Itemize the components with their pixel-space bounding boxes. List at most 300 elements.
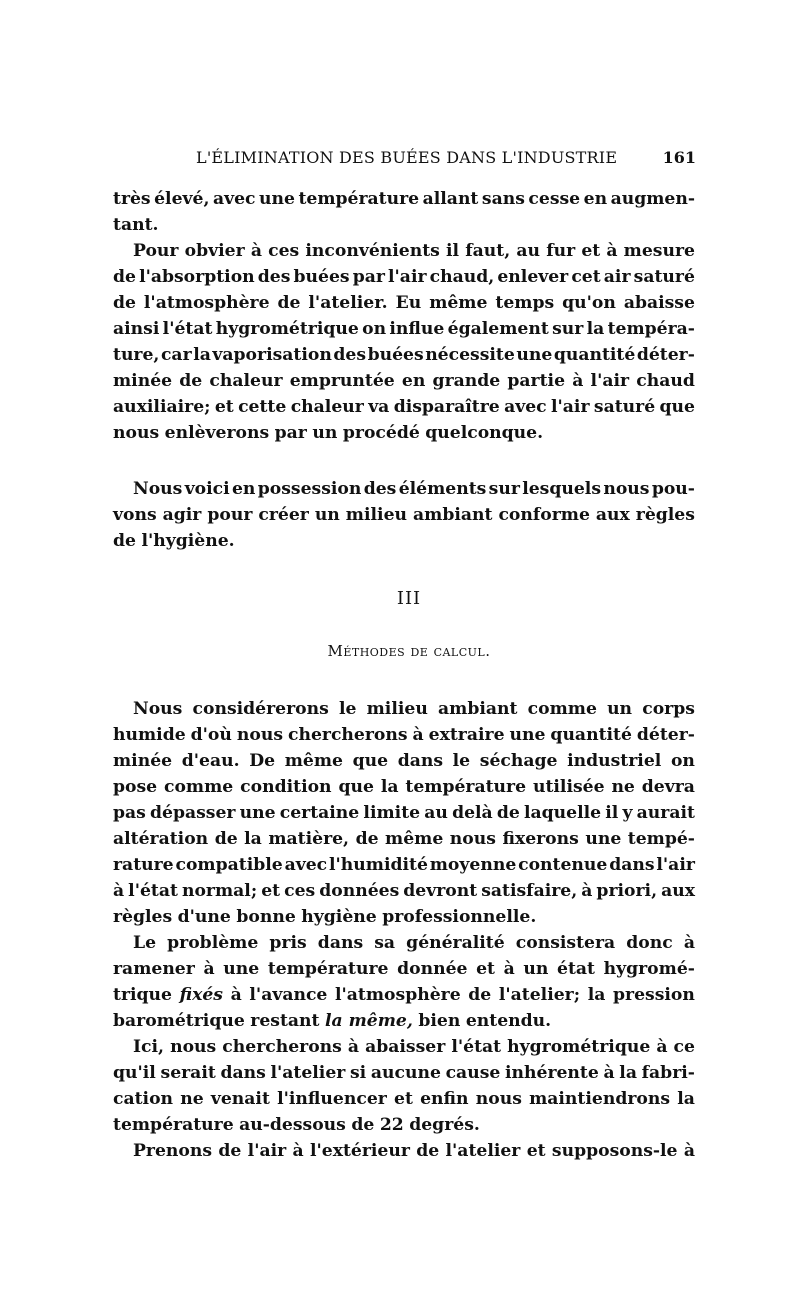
- word: l'air: [247, 1141, 287, 1161]
- paragraph: [113, 476, 695, 554]
- word: éléments: [398, 479, 487, 499]
- text-line: [113, 852, 695, 878]
- word: cation: [113, 1089, 174, 1109]
- word: des: [363, 479, 397, 499]
- word: Nous: [133, 699, 183, 719]
- word: de: [355, 829, 379, 849]
- word: la: [586, 319, 605, 339]
- text-line: [113, 982, 695, 1008]
- word: de: [468, 985, 492, 1005]
- word: saturé: [633, 267, 695, 287]
- word: déter-: [636, 725, 695, 745]
- word: l'atelier;: [498, 985, 581, 1005]
- word: satisfaire,: [481, 881, 578, 901]
- word: au-dessous: [239, 1115, 346, 1135]
- word: vons: [113, 505, 157, 525]
- word: Pour: [133, 241, 179, 261]
- word: Eu: [395, 293, 422, 313]
- paragraph: [113, 1138, 695, 1164]
- word: état: [557, 959, 595, 979]
- paragraph: [113, 186, 695, 238]
- word: ne: [180, 1089, 204, 1109]
- word: obvier: [184, 241, 245, 261]
- word: l'humidité: [328, 855, 428, 875]
- word: va: [368, 397, 390, 417]
- word: à: [581, 881, 593, 901]
- word: très: [113, 189, 151, 209]
- word: grande: [432, 371, 501, 391]
- word: limite: [363, 803, 421, 823]
- word: il: [446, 241, 460, 261]
- word: empruntée: [289, 371, 395, 391]
- word: tant.: [113, 215, 159, 235]
- text-line: [113, 264, 695, 290]
- word: fabri-: [641, 1063, 695, 1083]
- word: sa: [374, 933, 396, 953]
- word: la: [244, 829, 262, 849]
- text-line: [113, 826, 695, 852]
- word: enfin: [420, 1089, 469, 1109]
- word: considérerons: [192, 699, 329, 719]
- word: avec: [212, 189, 256, 209]
- word: un: [312, 423, 338, 443]
- text-line: [113, 878, 695, 904]
- word: l'influencer: [277, 1089, 387, 1109]
- word: à: [113, 881, 125, 901]
- word: buées: [293, 267, 350, 287]
- text-line: [113, 528, 695, 554]
- word: ture,: [113, 345, 160, 365]
- word: séchage: [479, 751, 558, 771]
- word: dans: [317, 933, 364, 953]
- word: restant: [250, 1011, 320, 1031]
- word: à: [250, 241, 262, 261]
- word: tempé-: [627, 829, 695, 849]
- word: milieu: [366, 699, 428, 719]
- word: procédé: [342, 423, 420, 443]
- word: utilisée: [532, 777, 605, 797]
- word: dans: [609, 855, 655, 875]
- word: tempéra-: [607, 319, 695, 339]
- word: température: [298, 189, 420, 209]
- word: lesquels: [522, 479, 602, 499]
- word: abaisse: [623, 293, 695, 313]
- word: pou-: [651, 479, 695, 499]
- word: enlèverons: [164, 423, 270, 443]
- word: la: [193, 345, 211, 365]
- word: laquelle: [523, 803, 602, 823]
- word: chaud,: [429, 267, 495, 287]
- word: de: [113, 531, 136, 551]
- word: donc: [626, 933, 673, 953]
- word: humide: [113, 725, 186, 745]
- word: nous: [475, 1089, 522, 1109]
- section-gap: [113, 614, 695, 636]
- word: chaleur: [209, 371, 283, 391]
- word: dépasser: [150, 803, 236, 823]
- text-line: [113, 186, 695, 212]
- word: en: [583, 189, 608, 209]
- word: condition: [240, 777, 332, 797]
- word: voici: [184, 479, 230, 499]
- word: quantité: [550, 725, 632, 745]
- word: ainsi: [113, 319, 160, 339]
- word: trique: [113, 985, 172, 1005]
- word: rature: [113, 855, 174, 875]
- word: hygrométrique: [507, 1037, 651, 1057]
- word: Ici,: [133, 1037, 165, 1057]
- word: aurait: [636, 803, 695, 823]
- word: quantité: [553, 345, 636, 365]
- word: problème: [167, 933, 259, 953]
- word: certaine: [279, 803, 360, 823]
- word: à: [606, 241, 618, 261]
- word: même: [284, 751, 343, 771]
- word: température: [113, 1115, 234, 1135]
- word: fixerons: [502, 829, 579, 849]
- word: entendu.: [465, 1011, 552, 1031]
- word: de: [179, 371, 203, 391]
- text-line: [113, 316, 695, 342]
- word: extraire: [428, 725, 505, 745]
- word: il: [605, 803, 619, 823]
- word: hygrométrique: [215, 319, 359, 339]
- word: par: [352, 267, 385, 287]
- text-line: [113, 930, 695, 956]
- text-line: [113, 342, 695, 368]
- word: vaporisation: [212, 345, 332, 365]
- word: l'état: [128, 881, 178, 901]
- text-line: [113, 368, 695, 394]
- word: une: [516, 345, 553, 365]
- word: on: [362, 319, 387, 339]
- word: créer: [258, 505, 309, 525]
- text-line: [113, 1008, 695, 1034]
- word: inhérente: [504, 1063, 599, 1083]
- word: une: [509, 725, 546, 745]
- word: aucune: [370, 1063, 441, 1083]
- word: moyenne: [429, 855, 517, 875]
- word: l'atmosphère: [143, 293, 270, 313]
- section-title: [113, 636, 695, 666]
- word: devront: [403, 881, 478, 901]
- word: à: [656, 1037, 668, 1057]
- word: déter-: [636, 345, 695, 365]
- word: à: [230, 985, 242, 1005]
- word: de: [496, 803, 520, 823]
- word: degrés.: [409, 1115, 480, 1135]
- text-line: [113, 800, 695, 826]
- word: barométrique: [113, 1011, 245, 1031]
- word: sur: [488, 479, 520, 499]
- text-line: [113, 502, 695, 528]
- word: que: [659, 397, 695, 417]
- word: un: [523, 959, 549, 979]
- word: on: [670, 751, 695, 771]
- word: pour: [207, 505, 253, 525]
- word: également: [447, 319, 549, 339]
- word: un: [607, 699, 633, 719]
- word: par: [274, 423, 307, 443]
- word: consistera: [515, 933, 616, 953]
- word: température: [405, 777, 527, 797]
- word: la: [677, 1089, 695, 1109]
- text-line: [113, 956, 695, 982]
- word: l'état: [162, 319, 213, 339]
- word: sur: [552, 319, 584, 339]
- word: inconvénients: [305, 241, 440, 261]
- word: Nous: [133, 479, 183, 499]
- word: ce: [673, 1037, 695, 1057]
- word: un: [314, 505, 340, 525]
- text-line: [113, 394, 695, 420]
- word: à: [683, 1141, 695, 1161]
- word: qu'il: [113, 1063, 156, 1083]
- word: de: [214, 829, 238, 849]
- word: d'où: [190, 725, 232, 745]
- word: y: [622, 803, 633, 823]
- word: quelconque.: [425, 423, 544, 443]
- word: matière,: [268, 829, 350, 849]
- word: règles: [635, 505, 695, 525]
- word: avec: [284, 855, 328, 875]
- word: disparaître: [393, 397, 500, 417]
- word: et: [526, 1141, 546, 1161]
- word: dans: [397, 751, 444, 771]
- word: car: [160, 345, 192, 365]
- word: avec: [504, 397, 547, 417]
- word: air: [603, 267, 631, 287]
- word: chaleur: [290, 397, 364, 417]
- text-line: [113, 290, 695, 316]
- word: en: [401, 371, 426, 391]
- section-title-initial: M: [327, 642, 344, 660]
- word: corps: [642, 699, 695, 719]
- word: l'atelier.: [308, 293, 388, 313]
- word: supposons-le: [551, 1141, 678, 1161]
- word: allant: [422, 189, 479, 209]
- word: influe: [389, 319, 445, 339]
- word: compatible: [175, 855, 283, 875]
- word: maintiendrons: [529, 1089, 671, 1109]
- word: et: [476, 959, 495, 979]
- word: à: [203, 959, 215, 979]
- word: l'air: [388, 267, 427, 287]
- word: professionnelle.: [382, 907, 537, 927]
- word: la: [587, 985, 606, 1005]
- word: nous: [113, 423, 160, 443]
- section-title-rest: éthodes de calcul.: [343, 642, 491, 660]
- word: pris: [269, 933, 307, 953]
- word: l'air: [551, 397, 590, 417]
- word: pression: [613, 985, 695, 1005]
- word: delà: [452, 803, 493, 823]
- word: de: [113, 293, 136, 313]
- word: 22: [379, 1115, 404, 1135]
- word: règles: [113, 907, 173, 927]
- word: ambiant: [438, 699, 518, 719]
- word: des: [257, 267, 291, 287]
- word: de: [113, 267, 136, 287]
- word: altération: [113, 829, 209, 849]
- word: si: [350, 1063, 367, 1083]
- word: l'air: [590, 371, 630, 391]
- word: Prenons: [133, 1141, 213, 1161]
- word: priori,: [596, 881, 658, 901]
- word: l'hygiène.: [141, 531, 235, 551]
- text-line: [113, 774, 695, 800]
- word: aux: [595, 505, 630, 525]
- word: l'air: [656, 855, 695, 875]
- paragraph: [113, 1034, 695, 1138]
- word: la même,: [324, 1011, 413, 1031]
- word: contenue: [518, 855, 608, 875]
- word: devra: [641, 777, 695, 797]
- word: milieu: [345, 505, 408, 525]
- page-number: 161: [662, 148, 696, 167]
- word: augmen-: [610, 189, 695, 209]
- word: que: [352, 751, 389, 771]
- word: faut,: [465, 241, 511, 261]
- paragraph: [113, 696, 695, 930]
- word: ambiant: [413, 505, 493, 525]
- word: abaisser: [365, 1037, 446, 1057]
- word: de: [277, 293, 301, 313]
- word: généralité: [406, 933, 505, 953]
- word: l'état: [451, 1037, 502, 1057]
- word: une: [223, 959, 260, 979]
- word: venait: [210, 1089, 270, 1109]
- word: le: [452, 751, 471, 771]
- word: normal;: [181, 881, 258, 901]
- word: auxiliaire;: [113, 397, 211, 417]
- word: l'atelier: [445, 1141, 521, 1161]
- word: à: [347, 1037, 360, 1057]
- word: ces: [284, 881, 316, 901]
- word: chercherons: [288, 725, 408, 745]
- section-gap: [113, 554, 695, 584]
- word: des: [333, 345, 367, 365]
- word: chaud: [636, 371, 695, 391]
- word: cette: [238, 397, 287, 417]
- word: l'extérieur: [309, 1141, 410, 1161]
- word: nécessite: [425, 345, 515, 365]
- word: d'une: [177, 907, 231, 927]
- word: à: [683, 933, 695, 953]
- word: saturé: [593, 397, 656, 417]
- word: qu'on: [562, 293, 616, 313]
- word: comme: [527, 699, 597, 719]
- word: buées: [367, 345, 424, 365]
- word: la: [619, 1063, 637, 1083]
- word: ne: [611, 777, 635, 797]
- word: température: [267, 959, 389, 979]
- word: en: [232, 479, 256, 499]
- word: élevé,: [154, 189, 210, 209]
- word: et: [581, 241, 601, 261]
- word: même: [429, 293, 488, 313]
- text-line: [113, 238, 695, 264]
- word: chercherons: [222, 1037, 342, 1057]
- word: une: [239, 803, 276, 823]
- word: cet: [571, 267, 601, 287]
- body-text: [113, 186, 695, 1164]
- text-line: [113, 1060, 695, 1086]
- text-line: [113, 1034, 695, 1060]
- word: l'atmosphère: [335, 985, 461, 1005]
- text-line: [113, 722, 695, 748]
- word: donnée: [397, 959, 468, 979]
- word: de: [351, 1115, 375, 1135]
- word: pose: [113, 777, 158, 797]
- word: mesure: [623, 241, 695, 261]
- word: pas: [113, 803, 146, 823]
- word: nous: [603, 479, 650, 499]
- word: nous: [170, 1037, 217, 1057]
- word: nous: [236, 725, 284, 745]
- text-line: [113, 420, 695, 446]
- running-title: L'ÉLIMINATION DES BUÉES DANS L'INDUSTRIE: [196, 148, 618, 167]
- paragraph: [113, 238, 695, 446]
- word: minée: [113, 371, 173, 391]
- word: conforme: [498, 505, 590, 525]
- word: une: [259, 189, 295, 209]
- word: dans: [220, 1063, 266, 1083]
- text-line: [113, 748, 695, 774]
- word: fixés: [179, 985, 223, 1005]
- text-line: [113, 1138, 695, 1164]
- word: possession: [257, 479, 362, 499]
- word: d'eau.: [181, 751, 240, 771]
- section-gap: [113, 666, 695, 696]
- word: Le: [133, 933, 157, 953]
- word: comme: [164, 777, 234, 797]
- word: sans: [481, 189, 525, 209]
- word: et: [261, 881, 281, 901]
- paragraph: [113, 930, 695, 1034]
- word: bonne: [236, 907, 296, 927]
- word: De: [249, 751, 276, 771]
- word: enlever: [497, 267, 569, 287]
- word: l'atelier: [270, 1063, 346, 1083]
- text-line: [113, 904, 695, 930]
- word: agir: [162, 505, 202, 525]
- word: bien: [418, 1011, 461, 1031]
- running-head: [112, 148, 700, 178]
- word: cause: [445, 1063, 501, 1083]
- word: l'absorption: [139, 267, 255, 287]
- word: une: [585, 829, 622, 849]
- word: de: [218, 1141, 242, 1161]
- word: hygromé-: [603, 959, 695, 979]
- word: fur: [546, 241, 576, 261]
- word: temps: [495, 293, 555, 313]
- text-line: [113, 212, 695, 238]
- word: données: [319, 881, 400, 901]
- word: le: [338, 699, 357, 719]
- word: à: [503, 959, 515, 979]
- word: que: [338, 777, 374, 797]
- word: à: [412, 725, 424, 745]
- word: au: [516, 241, 541, 261]
- word: à: [292, 1141, 304, 1161]
- text-line: [113, 696, 695, 722]
- word: à: [603, 1063, 615, 1083]
- section-number: III: [396, 588, 422, 609]
- text-line: [113, 476, 695, 502]
- word: aux: [661, 881, 695, 901]
- word: la: [380, 777, 399, 797]
